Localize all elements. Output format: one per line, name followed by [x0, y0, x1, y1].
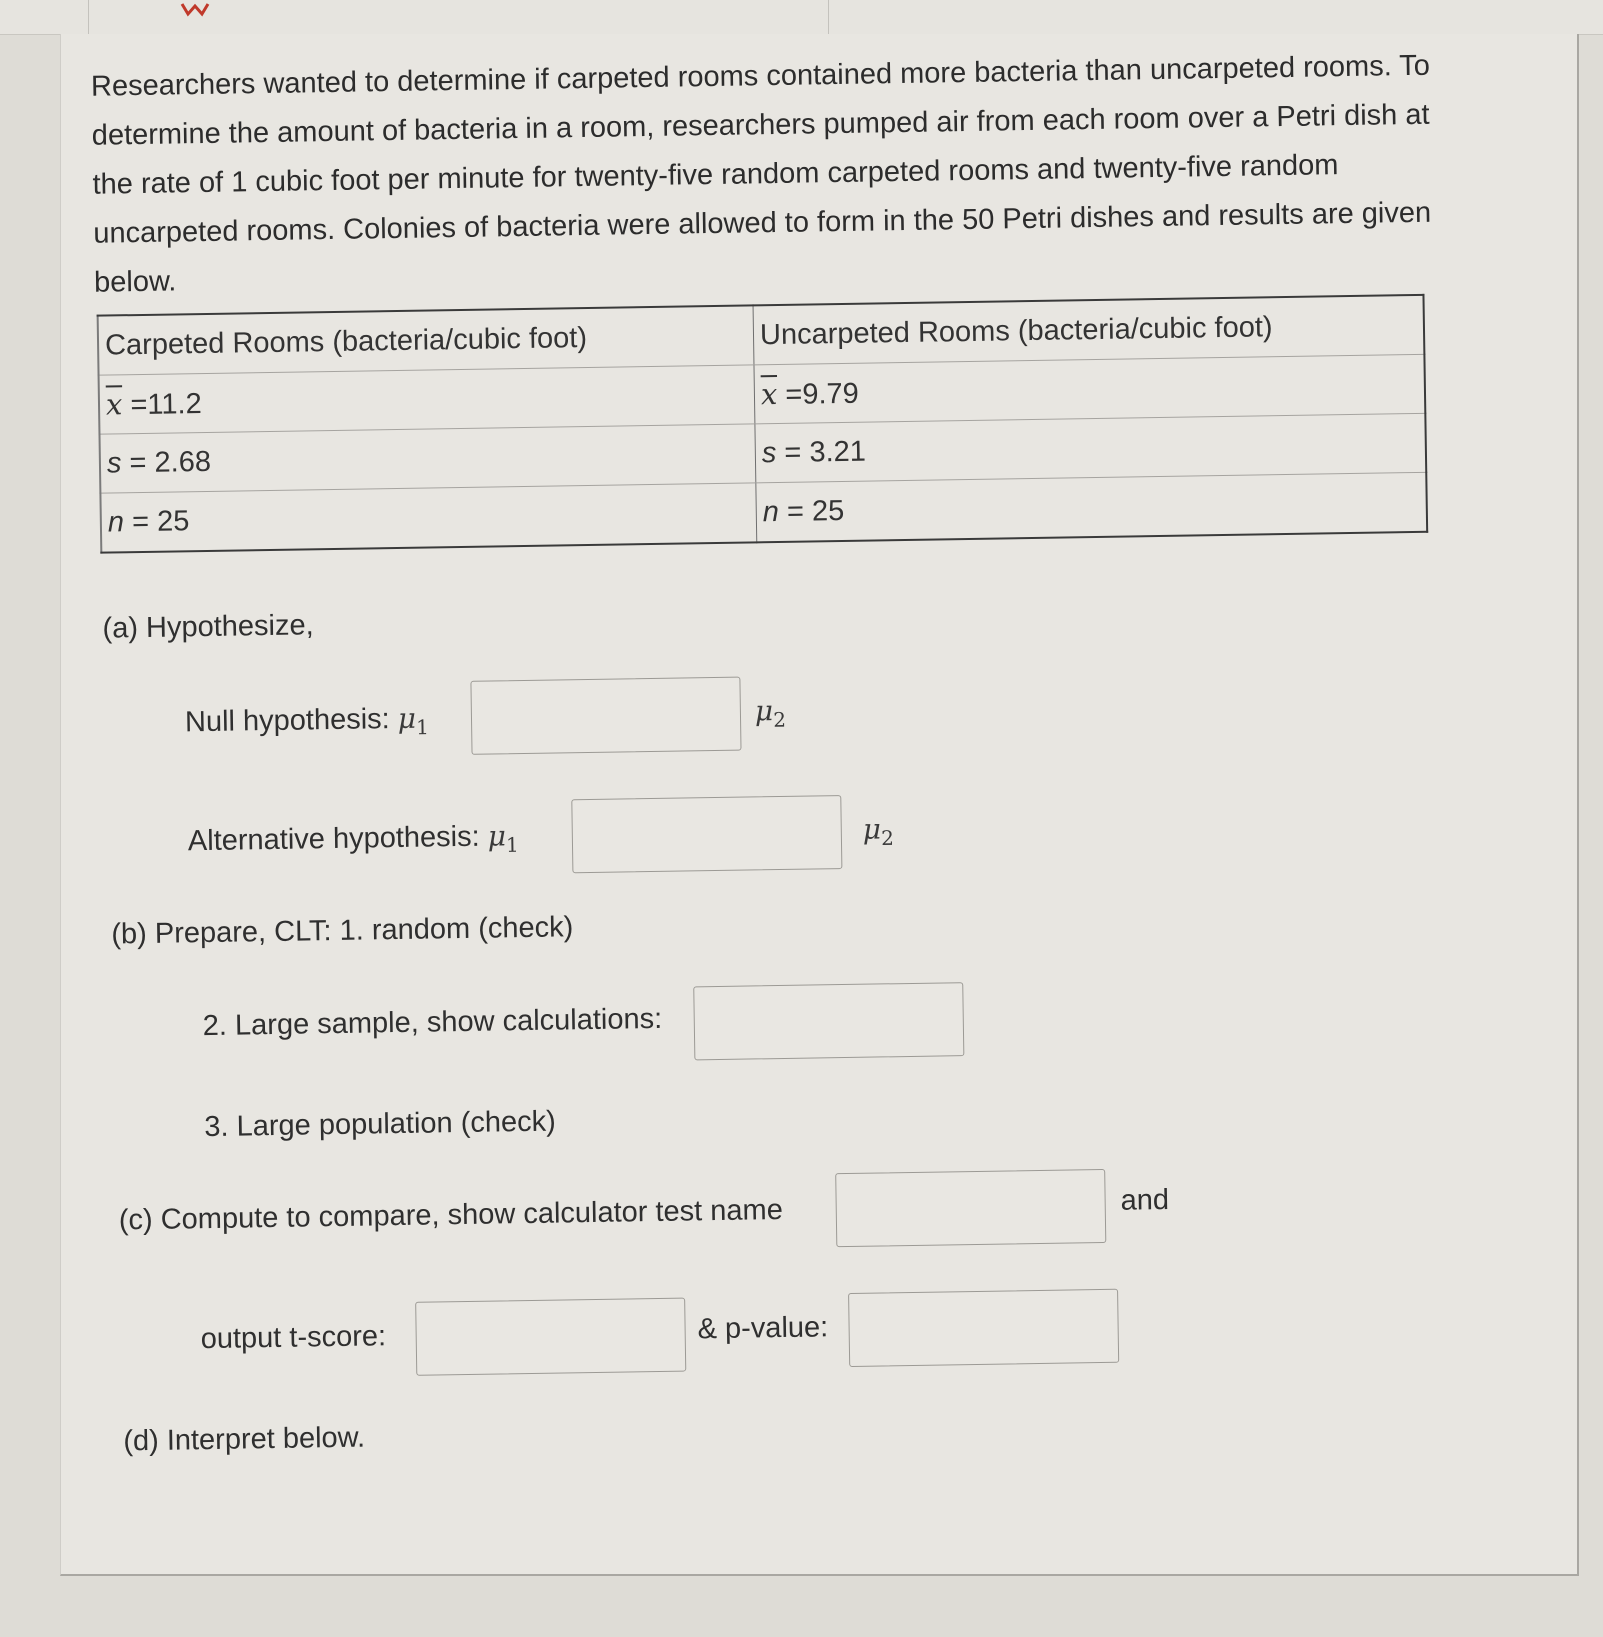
- uncarpeted-n: 25: [811, 494, 845, 527]
- mu-glyph: μ: [397, 701, 417, 735]
- part-c-label: (c) Compute to compare, show calculator test name: [118, 1194, 784, 1237]
- null-hypothesis-label: [185, 702, 429, 743]
- mu-glyph: μ: [487, 819, 507, 853]
- subscript-2: 2: [880, 825, 895, 851]
- subscript-1: 1: [415, 715, 430, 740]
- large-population-label: 3. Large population (check): [204, 1105, 557, 1144]
- table-cell: [755, 413, 1426, 483]
- part-a-label: (a) Hypothesize,: [102, 609, 314, 645]
- equals-sign: =: [122, 388, 148, 421]
- equals-sign: =: [777, 378, 803, 411]
- mu2-symbol: [862, 812, 895, 851]
- alt-mu2-label: [863, 812, 895, 850]
- carpeted-sd: 2.68: [154, 445, 212, 479]
- mu-glyph: μ: [754, 694, 774, 728]
- subscript-2: 2: [773, 707, 787, 732]
- mu-glyph: μ: [862, 812, 882, 846]
- table-cell: [99, 365, 755, 434]
- large-sample-label: 2. Large sample, show calculations:: [202, 1002, 663, 1043]
- equals-sign: =: [121, 446, 155, 479]
- table-header-carpeted: Carpeted Rooms (bacteria/cubic foot): [98, 305, 754, 375]
- uncarpeted-sd: 3.21: [809, 435, 867, 468]
- alt-hypothesis-text: Alternative hypothesis:: [187, 820, 480, 858]
- s-symbol: s: [761, 436, 777, 469]
- n-symbol: n: [107, 505, 125, 539]
- equals-sign: =: [778, 494, 813, 528]
- table-cell: [100, 483, 756, 553]
- equals-sign: =: [776, 435, 810, 469]
- null-hypothesis-input[interactable]: [470, 677, 741, 755]
- table-cell: [756, 472, 1427, 542]
- p-value-label: & p-value:: [697, 1311, 829, 1346]
- null-hypothesis-text: Null hypothesis:: [184, 703, 390, 739]
- t-score-input[interactable]: [415, 1298, 686, 1376]
- part-d-label: (d) Interpret below.: [123, 1421, 366, 1458]
- test-name-input[interactable]: [835, 1169, 1106, 1247]
- alt-hypothesis-label: [188, 819, 519, 862]
- equals-sign: =: [123, 505, 158, 538]
- uncarpeted-mean: 9.79: [802, 377, 859, 411]
- summary-statistics-table: [97, 294, 1429, 554]
- t-score-label: output t-score:: [200, 1320, 387, 1356]
- x-bar-symbol: $\overline{x}$: [760, 376, 778, 411]
- carpeted-mean: 11.2: [147, 387, 202, 421]
- carpeted-n: 25: [156, 504, 190, 538]
- mu2-symbol: [754, 694, 787, 732]
- s-symbol: s: [106, 446, 122, 480]
- mu1-symbol: [397, 701, 430, 740]
- x-bar-symbol: $\overline{x}$: [105, 386, 123, 422]
- part-b-label: (b) Prepare, CLT: 1. random (check): [111, 911, 574, 951]
- null-mu2-label: [755, 694, 787, 732]
- table-cell: [754, 354, 1425, 424]
- table-header-uncarpeted: Uncarpeted Rooms (bacteria/cubic foot): [753, 295, 1424, 365]
- mu1-symbol: [487, 819, 519, 857]
- problem-statement: Researchers wanted to determine if carpeted rooms contained more bacteria than uncarpeted rooms. To determine the amount of bacteria in a room, researchers pumped air from each room over a Petri dish at the rate of 1 cubic foot per minute for twenty-five random carpeted rooms and twenty-five random uncarpeted rooms. Colonies of bacteria were allowed to form in the 50 Petri dishes and results are given below.: [90, 49, 1432, 299]
- n-symbol: n: [762, 495, 780, 528]
- large-sample-input[interactable]: [693, 982, 964, 1060]
- subscript-1: 1: [505, 832, 519, 857]
- p-value-input[interactable]: [848, 1289, 1119, 1367]
- alt-hypothesis-input[interactable]: [571, 795, 842, 873]
- table-cell: [99, 424, 755, 493]
- and-label: and: [1120, 1183, 1170, 1217]
